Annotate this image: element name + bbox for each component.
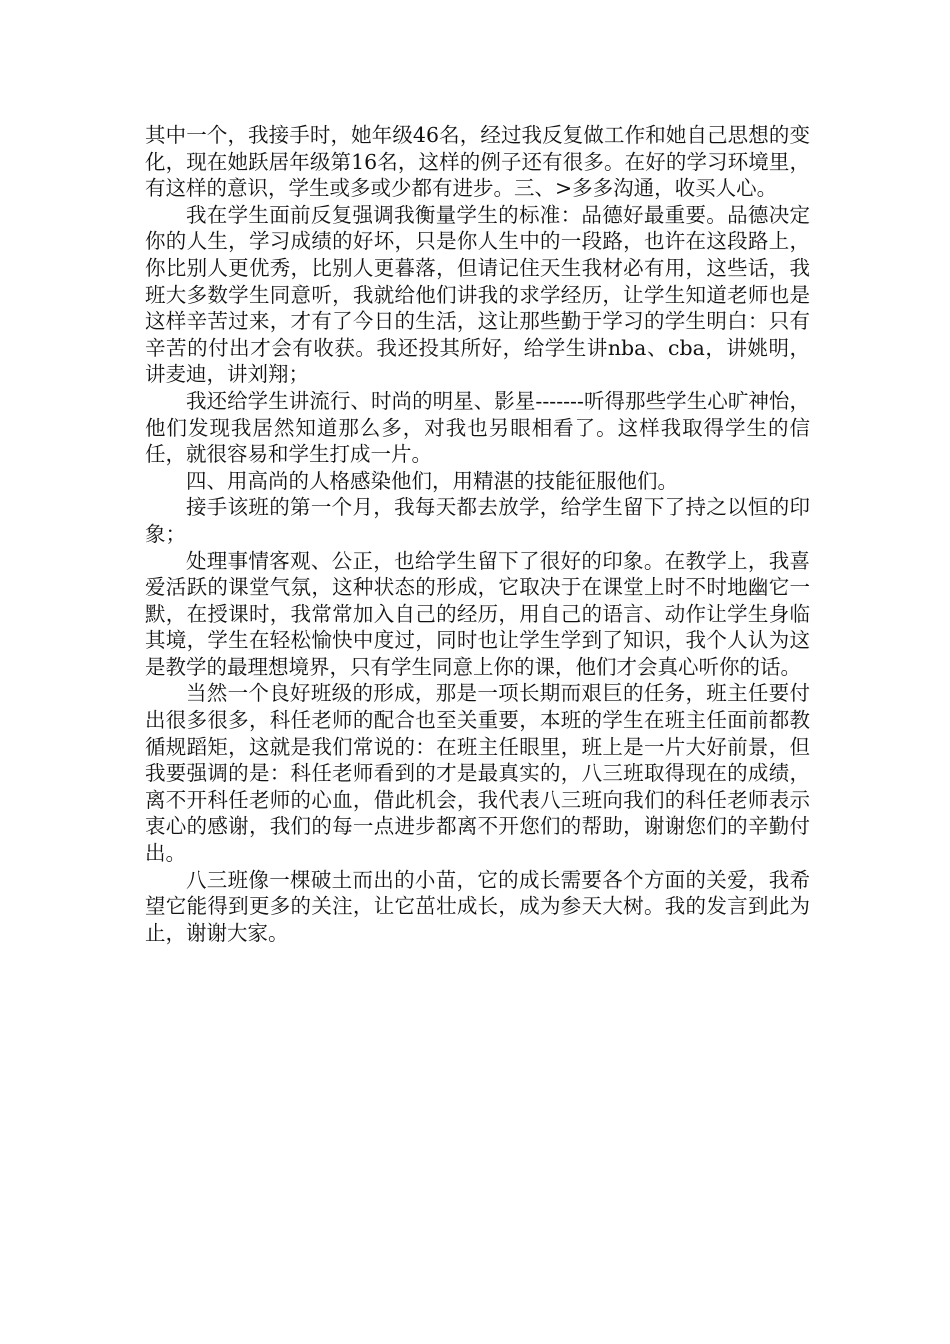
document-body: [145, 122, 810, 946]
paragraph-1: 其中一个，我接手时，她年级46名，经过我反复做工作和她自己思想的变化，现在她跃居年级第16名，这样的例子还有很多。在好的学习环境里，有这样的意识，学生或多或少都有进步。三、>多多沟通，收买人心。: [145, 123, 810, 201]
paragraph-6: 处理事情客观、公正，也给学生留下了很好的印象。在教学上，我喜爱活跃的课堂气氛，这种状态的形成，它取决于在课堂上时不时地幽它一默，在授课时，我常常加入自己的经历，用自己的语言、动作让学生身临其境，学生在轻松愉快中度过，同时也让学生学到了知识，我个人认为这是教学的最理想境界，只有学生同意上你的课，他们才会真心听你的话。: [145, 548, 810, 679]
paragraph-3: 我还给学生讲流行、时尚的明星、影星-------听得那些学生心旷神怡，他们发现我居然知道那么多，对我也另眼相看了。这样我取得学生的信任，就很容易和学生打成一片。: [145, 388, 810, 467]
paragraph-8: 八三班像一棵破土而出的小苗，它的成长需要各个方面的关爱，我希望它能得到更多的关注，让它茁壮成长，成为参天大树。我的发言到此为止，谢谢大家。: [145, 867, 810, 945]
paragraph-7: 当然一个良好班级的形成，那是一项长期而艰巨的任务，班主任要付出很多很多，科任老师的配合也至关重要，本班的学生在班主任面前都教循规蹈矩，这就是我们常说的：在班主任眼里，班上是一片大好前景，但我要强调的是：科任老师看到的才是最真实的，八三班取得现在的成绩，离不开科任老师的心血，借此机会，我代表八三班向我们的科任老师表示衷心的感谢，我们的每一点进步都离不开您们的帮助，谢谢您们的辛勤付出。: [145, 681, 810, 866]
paragraph-2: 我在学生面前反复强调我衡量学生的标准：品德好最重要。品德决定你的人生，学习成绩的好坏，只是你人生中的一段路，也许在这段路上，你比别人更优秀，比别人更暮落，但请记住天生我材必有用，这些话，我班大多数学生同意听，我就给他们讲我的求学经历，让学生知道老师也是这样辛苦过来，才有了今日的生活，这让那些勤于学习的学生明白：只有辛苦的付出才会有收获。我还投其所好，给学生讲nba、cba，讲姚明，讲麦迪，讲刘翔；: [145, 202, 810, 387]
paragraph-4: 四、用高尚的人格感染他们，用精湛的技能征服他们。: [186, 468, 678, 493]
paragraph-5: 接手该班的第一个月，我每天都去放学，给学生留下了持之以恒的印象；: [145, 495, 810, 546]
